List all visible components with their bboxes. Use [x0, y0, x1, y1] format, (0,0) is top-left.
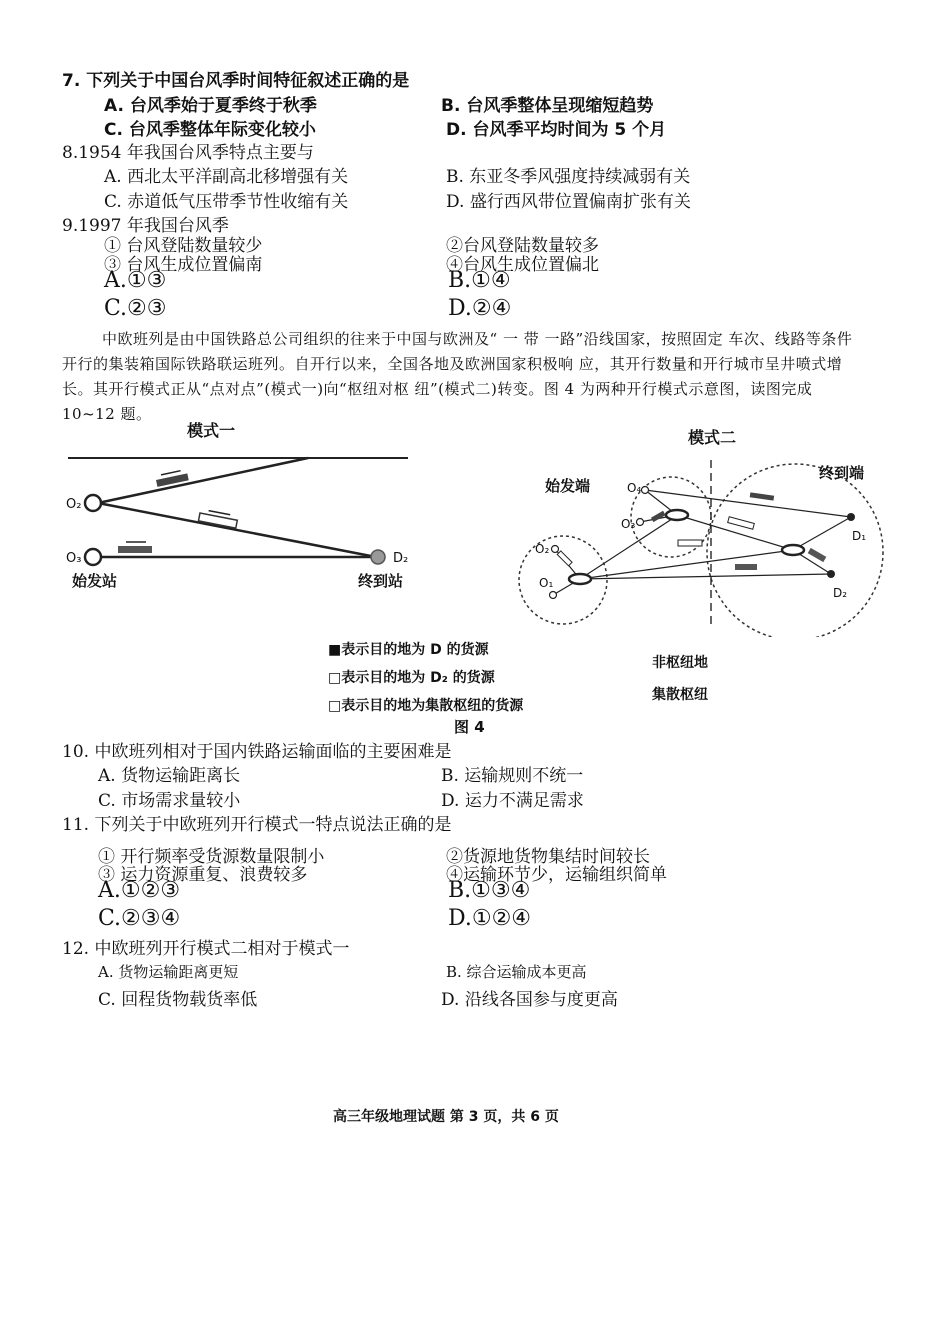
- mode2-d1-label: D₁: [852, 529, 867, 543]
- q8-option-a: A. 西北太平洋副高北移增强有关: [104, 167, 349, 187]
- mode1-diagram: [58, 450, 408, 600]
- mode2-o4-label: O₄: [627, 481, 642, 495]
- legend-d-cargo: ■表示目的地为 D 的货源: [328, 642, 489, 658]
- figure-caption: 图 4: [454, 718, 485, 736]
- q10-option-b: B. 运输规则不统一: [441, 766, 584, 786]
- legend-hub-cargo: □表示目的地为集散枢纽的货源: [328, 698, 524, 714]
- q12-stem: 12. 中欧班列开行模式二相对于模式一: [62, 939, 350, 959]
- mode1-o3-label: O₃: [66, 551, 82, 566]
- q8-stem: 8.1954 年我国台风季特点主要与: [62, 143, 314, 163]
- q9-statement-2: ②台风登陆数量较多: [446, 236, 599, 256]
- legend-non-hub: 非枢纽地: [652, 655, 708, 671]
- passage-text: 中欧班列是由中国铁路总公司组织的往来于中国与欧洲及“ 一 带 一路”沿线国家，按照固定 车次、线路等条件开行的集装箱国际铁路联运班列。自开行以来，全国各地及欧洲国家积极响 应，其开行数量和开行城市呈井喷式增长。其开行模式正从“点对点”(模式一)向“枢纽对枢 纽”(模式二)转变。图 4 为两种开行模式示意图，读图完成 10~12 题。: [62, 330, 853, 423]
- mode2-o2-label: O₂: [535, 542, 550, 556]
- mode1-title: 模式一: [187, 421, 236, 440]
- mode2-diagram: [515, 452, 895, 637]
- mode1-o2-label: O₂: [66, 497, 82, 512]
- q12-option-a: A. 货物运输距离更短: [98, 963, 239, 981]
- q7-option-c: C. 台风季整体年际变化较小: [104, 120, 316, 140]
- q9-statement-1: ① 台风登陆数量较少: [104, 236, 263, 256]
- q9-option-d: D.②④: [448, 296, 512, 321]
- q9-statement-3: ③ 台风生成位置偏南: [104, 255, 263, 275]
- q11-option-c: C.②③④: [98, 906, 181, 931]
- page-footer: 高三年级地理试题 第 3 页，共 6 页: [333, 1109, 559, 1125]
- mode2-title: 模式二: [688, 428, 737, 447]
- q11-statement-2: ②货源地货物集结时间较长: [446, 847, 650, 867]
- q9-stem: 9.1997 年我国台风季: [62, 216, 229, 236]
- q11-statement-1: ① 开行频率受货源数量限制小: [98, 847, 325, 867]
- q9-option-a: A.①③: [104, 268, 167, 293]
- q10-option-d: D. 运力不满足需求: [441, 791, 584, 811]
- q7-option-b: B. 台风季整体呈现缩短趋势: [441, 96, 654, 116]
- q9-statement-4: ④台风生成位置偏北: [446, 255, 599, 275]
- q11-statement-4: ④运输环节少，运输组织简单: [446, 865, 667, 885]
- q8-option-b: B. 东亚冬季风强度持续减弱有关: [446, 167, 691, 187]
- q7-option-a: A. 台风季始于夏季终于秋季: [104, 96, 317, 116]
- q8-option-d: D. 盛行西风带位置偏南扩张有关: [446, 192, 691, 212]
- q11-statement-3: ③ 运力资源重复、浪费较多: [98, 865, 308, 885]
- mode2-o3-label: O₃: [621, 517, 636, 531]
- q8-option-c: C. 赤道低气压带季节性收缩有关: [104, 192, 349, 212]
- q11-stem: 11. 下列关于中欧班列开行模式一特点说法正确的是: [62, 815, 452, 835]
- mode1-d2-label: D₂: [393, 551, 408, 566]
- q11-option-d: D.①②④: [448, 906, 532, 931]
- q10-option-a: A. 货物运输距离长: [98, 766, 241, 786]
- q9-option-c: C.②③: [104, 296, 167, 321]
- mode2-d2-label: D₂: [833, 586, 848, 600]
- legend-hub: 集散枢纽: [652, 687, 708, 703]
- q10-stem: 10. 中欧班列相对于国内铁路运输面临的主要困难是: [62, 742, 452, 762]
- legend-d2-cargo: □表示目的地为 D₂ 的货源: [328, 670, 495, 686]
- q11-option-a: A.①②③: [98, 878, 181, 903]
- end-end-label: 终到端: [819, 464, 865, 482]
- q12-option-c: C. 回程货物载货率低: [98, 990, 258, 1010]
- mode2-o1-label: O₁: [539, 576, 554, 590]
- q9-option-b: B.①④: [448, 268, 511, 293]
- q12-option-d: D. 沿线各国参与度更高: [441, 990, 618, 1010]
- q11-option-b: B.①③④: [448, 878, 531, 903]
- start-end-label: 始发端: [545, 477, 591, 495]
- q7-stem: 7. 下列关于中国台风季时间特征叙述正确的是: [62, 71, 410, 91]
- end-station-label: 终到站: [358, 572, 404, 590]
- q7-option-d: D. 台风季平均时间为 5 个月: [446, 120, 667, 140]
- start-station-label: 始发站: [72, 572, 118, 590]
- q10-option-c: C. 市场需求量较小: [98, 791, 241, 811]
- q12-option-b: B. 综合运输成本更高: [446, 963, 587, 981]
